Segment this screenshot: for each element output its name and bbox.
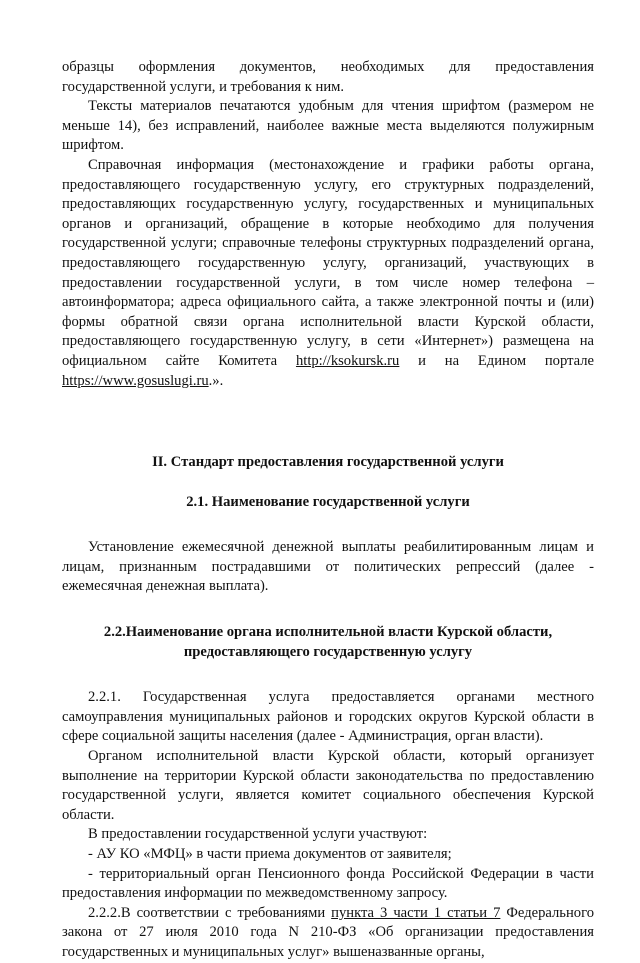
subsection-2-1-title: 2.1. Наименование государственной услуги bbox=[186, 493, 470, 510]
reference-info-middle: и на Едином портале bbox=[418, 352, 595, 369]
document-page bbox=[62, 58, 594, 963]
paragraph-participants: В предоставлении государственной услуги участвуют: bbox=[88, 826, 428, 843]
subsection-2-2-title-line2: предоставляющего государственную услугу bbox=[183, 643, 473, 660]
paragraph-executive-body: Органом исполнительной власти Курской области, который организует выполнение на территории Курской области законодательства по предоставлению государственной услуги, является комитет социального обеспечения Курской области. bbox=[62, 748, 594, 823]
intro-paragraph-1: образцы оформления документов, необходимых для предоставления государственной услуги, и требования к ним. bbox=[62, 59, 594, 95]
reference-info-text: Справочная информация (местонахождение и графики работы органа, предоставляющего государственную услугу, его структурных подразделений, предоставляющих государственную услугу, государственных и муниципальных органов и организаций, обращение в которые необходимо для получения государственной услуги; справочные телефоны структурных подразделений органа, предоставляющего государственную услугу, организаций, участвующих в предоставлении государственной услуги, в том числе номер телефона – автоинформатора; адреса официального сайта, а также электронной почты и (или) формы обратной связи органа исполнительной власти Курской области, предоставляющего государственную услугу, в сети «Интернет») размещена на официальном сайте Комитета bbox=[62, 156, 594, 369]
paragraph-2-2-2-start: 2.2.2.В соответствии с требованиями bbox=[88, 904, 326, 921]
reference-info-end: .». bbox=[208, 372, 224, 389]
reference-info-paragraph bbox=[62, 156, 594, 391]
section-title: II. Стандарт предоставления государственной услуги bbox=[152, 454, 504, 471]
participant-mfc: - АУ КО «МФЦ» в части приема документов от заявителя; bbox=[88, 846, 452, 862]
intro-paragraph-2: Тексты материалов печатаются удобным для чтения шрифтом (размером не меньше 14), без исправлений, наиболее важные места выделяются полужирным шрифтом. bbox=[62, 98, 594, 154]
paragraph-2-2-2 bbox=[62, 904, 594, 963]
subsection-2-1-text: Установление ежемесячной денежной выплаты реабилитированным лицам и лицам, признанным пострадавшими от политических репрессий (далее - ежемесячная денежная выплата). bbox=[62, 539, 594, 595]
law-article-link[interactable]: пункта 3 части 1 статьи 7 bbox=[331, 904, 501, 921]
participant-pension-fund: - территориальный орган Пенсионного фонда Российской Федерации в части предоставления информации по межведомственному запросу. bbox=[62, 865, 594, 902]
subsection-2-2-title-line1: 2.2.Наименование органа исполнительной власти Курской области, bbox=[103, 624, 553, 641]
paragraph-2-2-1: 2.2.1. Государственная услуга предоставляется органами местного самоуправления муниципальных районов и городских округов Курской области в сфере социальной защиты населения (далее - Администрация, орган власти). bbox=[62, 689, 594, 745]
gosuslugi-link[interactable]: https://www.gosuslugi.ru bbox=[62, 372, 209, 389]
paragraph-2-2-2-end: Федерального закона от 27 июля 2010 года N 210-ФЗ «Об организации предоставления государственных и муниципальных услуг» вышеназванные органы, bbox=[62, 904, 594, 960]
ksokursk-link[interactable]: http://ksokursk.ru bbox=[295, 352, 400, 369]
